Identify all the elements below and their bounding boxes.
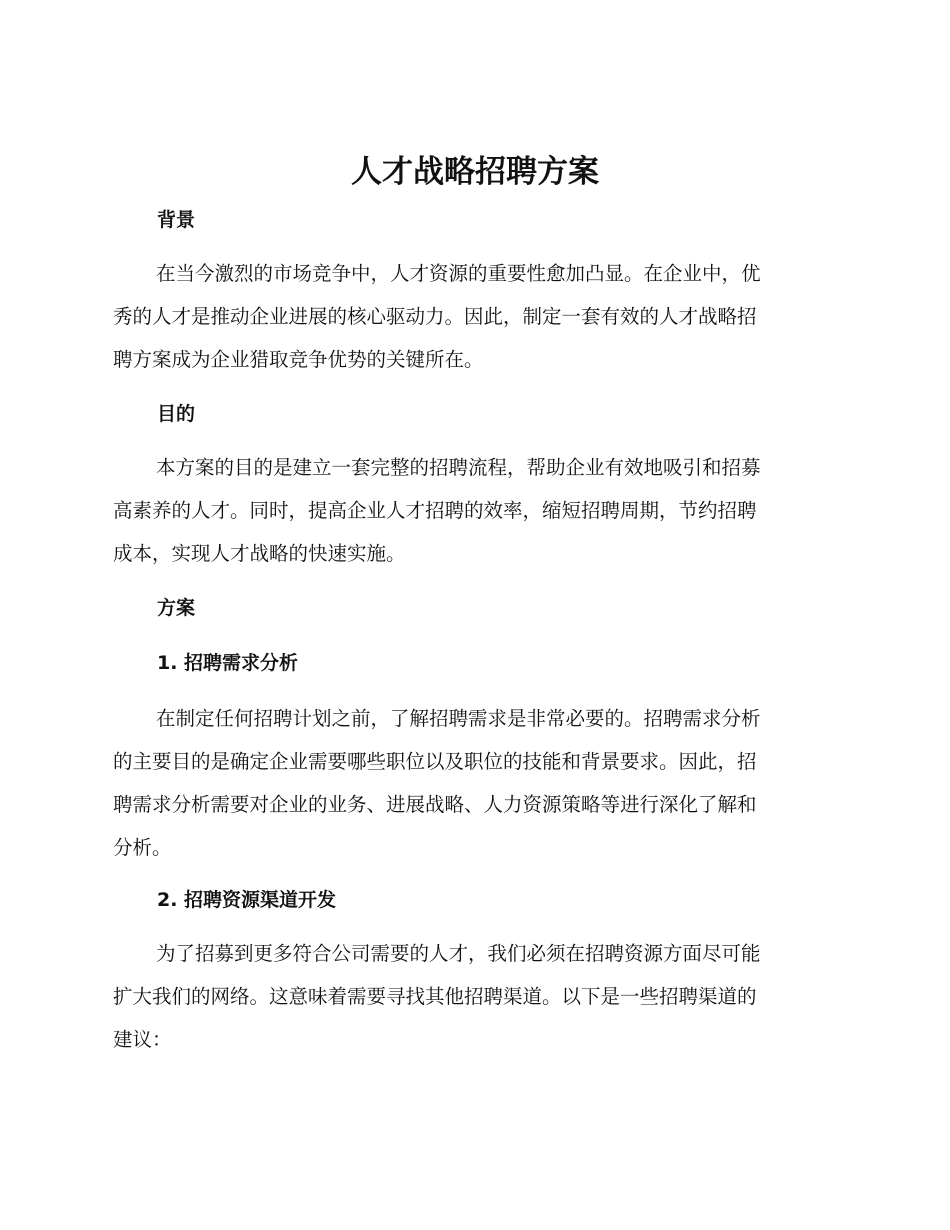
paragraph-line: 本方案的目的是建立一套完整的招聘流程，帮助企业有效地吸引和招募 [156,456,761,479]
paragraph-line: 建议： [113,1028,172,1051]
paragraph-purpose [113,446,838,575]
paragraph-line: 在制定任何招聘计划之前，了解招聘需求是非常必要的。招聘需求分析 [156,707,761,730]
paragraph-line: 聘方案成为企业猎取竞争优势的关键所在。 [113,348,484,371]
paragraph-line: 高素养的人才。同时，提高企业人才招聘的效率，缩短招聘周期，节约招聘 [113,499,757,522]
paragraph-line: 扩大我们的网络。这意味着需要寻找其他招聘渠道。以下是一些招聘渠道的 [113,985,757,1008]
paragraph-line: 聘需求分析需要对企业的业务、进展战略、人力资源策略等进行深化了解和 [113,793,757,816]
paragraph-line: 成本，实现人才战略的快速实施。 [113,542,406,565]
subsection-heading-demand-analysis: 1. 招聘需求分析 [157,652,299,674]
section-heading-purpose: 目的 [157,403,196,425]
paragraph-background [113,252,838,381]
subsection-heading-channel-development: 2. 招聘资源渠道开发 [157,889,337,911]
paragraph-line: 在当今激烈的市场竞争中，人才资源的重要性愈加凸显。在企业中，优 [156,262,761,285]
section-heading-plan: 方案 [157,597,196,619]
document-title: 人才战略招聘方案 [351,154,599,190]
paragraph-line: 秀的人才是推动企业进展的核心驱动力。因此，制定一套有效的人才战略招 [113,305,757,328]
paragraph-line: 为了招募到更多符合公司需要的人才，我们必须在招聘资源方面尽可能 [156,942,761,965]
paragraph-line: 分析。 [113,836,172,859]
paragraph-demand-analysis [113,697,838,869]
paragraph-line: 的主要目的是确定企业需要哪些职位以及职位的技能和背景要求。因此，招 [113,750,757,773]
section-heading-background: 背景 [157,209,196,231]
paragraph-channel-development [113,932,838,1061]
